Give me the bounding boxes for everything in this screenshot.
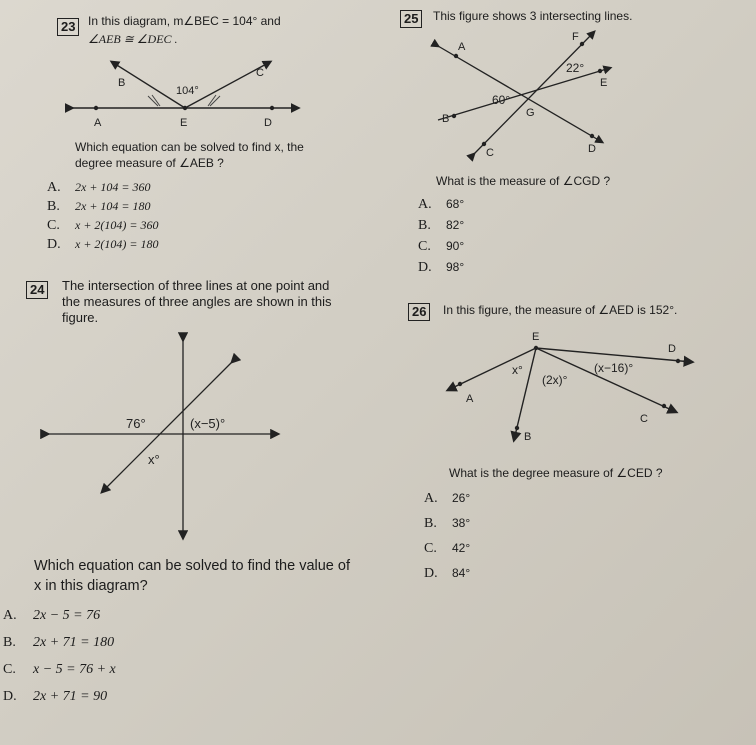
q26-option-c[interactable]: C. 42° <box>424 541 471 556</box>
q25-option-c[interactable]: C. 90° <box>418 239 465 254</box>
q26-option-d[interactable]: D. 84° <box>424 566 471 581</box>
q23-label-c: C <box>256 67 264 79</box>
q26-question: What is the degree measure of ∠CED ? <box>449 466 663 480</box>
q25-option-b[interactable]: B. 82° <box>418 218 465 233</box>
q26-label-angle3: (x−16)° <box>594 361 634 375</box>
q24-diagram <box>40 330 290 545</box>
q25-label-angle1: 22° <box>566 61 585 75</box>
q25-label-b: B <box>442 113 450 125</box>
q26-label-a: A <box>466 393 474 405</box>
question-number-25: 25 <box>400 10 422 28</box>
q25-diagram <box>430 28 630 168</box>
q25-option-d[interactable]: D. 98° <box>418 260 465 275</box>
q24-question-line1: Which equation can be solved to find the value of <box>34 558 350 574</box>
q23-option-a[interactable]: A. 2x + 104 = 360 <box>47 180 151 195</box>
q24-label-angle2: (x−5)° <box>190 416 226 431</box>
q23-label-e: E <box>180 117 188 129</box>
q26-label-c: C <box>640 413 648 425</box>
question-number-24: 24 <box>26 281 48 299</box>
q26-prompt: In this figure, the measure of ∠AED is 152°. <box>443 303 678 317</box>
q23-label-a: A <box>94 117 102 129</box>
q23-option-c[interactable]: C. x + 2(104) = 360 <box>47 218 159 233</box>
q23-option-d[interactable]: D. x + 2(104) = 180 <box>47 237 159 252</box>
q24-label-angle1: 76° <box>126 416 146 431</box>
q24-option-d[interactable]: D. 2x + 71 = 90 <box>3 689 108 704</box>
q26-option-a[interactable]: A. 26° <box>424 491 471 506</box>
q23-label-angle: 104° <box>176 85 199 97</box>
q25-question: What is the measure of ∠CGD ? <box>436 174 611 188</box>
q24-label-angle3: x° <box>148 452 160 467</box>
q24-option-b[interactable]: B. 2x + 71 = 180 <box>3 635 115 650</box>
q24-prompt-line3: figure. <box>62 310 99 325</box>
q25-label-c: C <box>486 147 494 159</box>
q26-diagram <box>440 328 700 448</box>
q23-question-line1: Which equation can be solved to find x, the <box>75 140 304 154</box>
q26-label-e: E <box>532 331 540 343</box>
q26-label-angle1: x° <box>512 363 523 377</box>
q23-question-line2: degree measure of ∠AEB ? <box>75 156 224 170</box>
q26-option-b[interactable]: B. 38° <box>424 516 471 531</box>
q25-label-a: A <box>458 41 466 53</box>
q23-x-mark-right <box>208 95 220 106</box>
q24-option-c[interactable]: C. x − 5 = 76 + x <box>3 662 116 677</box>
question-number-26: 26 <box>408 303 430 321</box>
q26-label-d: D <box>668 343 676 355</box>
q23-x-mark-left <box>148 95 160 106</box>
q23-diagram <box>60 50 320 140</box>
q23-prompt-line1: In this diagram, m∠BEC = 104° and <box>88 14 281 28</box>
q25-label-g: G <box>526 107 535 119</box>
q26-label-b: B <box>524 431 532 443</box>
q23-label-d: D <box>264 117 272 129</box>
q25-label-f: F <box>572 31 579 43</box>
q24-prompt-line2: the measures of three angles are shown in this <box>62 294 332 309</box>
q25-line-be <box>438 68 610 120</box>
q25-label-d: D <box>588 143 596 155</box>
q24-question-line2: x in this diagram? <box>34 578 148 594</box>
q26-label-angle2: (2x)° <box>542 373 568 387</box>
q25-label-angle2: 60° <box>492 93 511 107</box>
q23-label-b: B <box>118 77 126 89</box>
q23-prompt-line2: ∠AEB ≅ ∠DEC . <box>88 32 178 46</box>
question-number-23: 23 <box>57 18 79 36</box>
q25-option-a[interactable]: A. 68° <box>418 197 465 212</box>
q25-prompt: This figure shows 3 intersecting lines. <box>433 9 633 23</box>
q25-label-e: E <box>600 77 608 89</box>
q24-option-a[interactable]: A. 2x − 5 = 76 <box>3 608 101 623</box>
q23-option-b[interactable]: B. 2x + 104 = 180 <box>47 199 151 214</box>
q24-prompt-line1: The intersection of three lines at one point and <box>62 278 330 293</box>
